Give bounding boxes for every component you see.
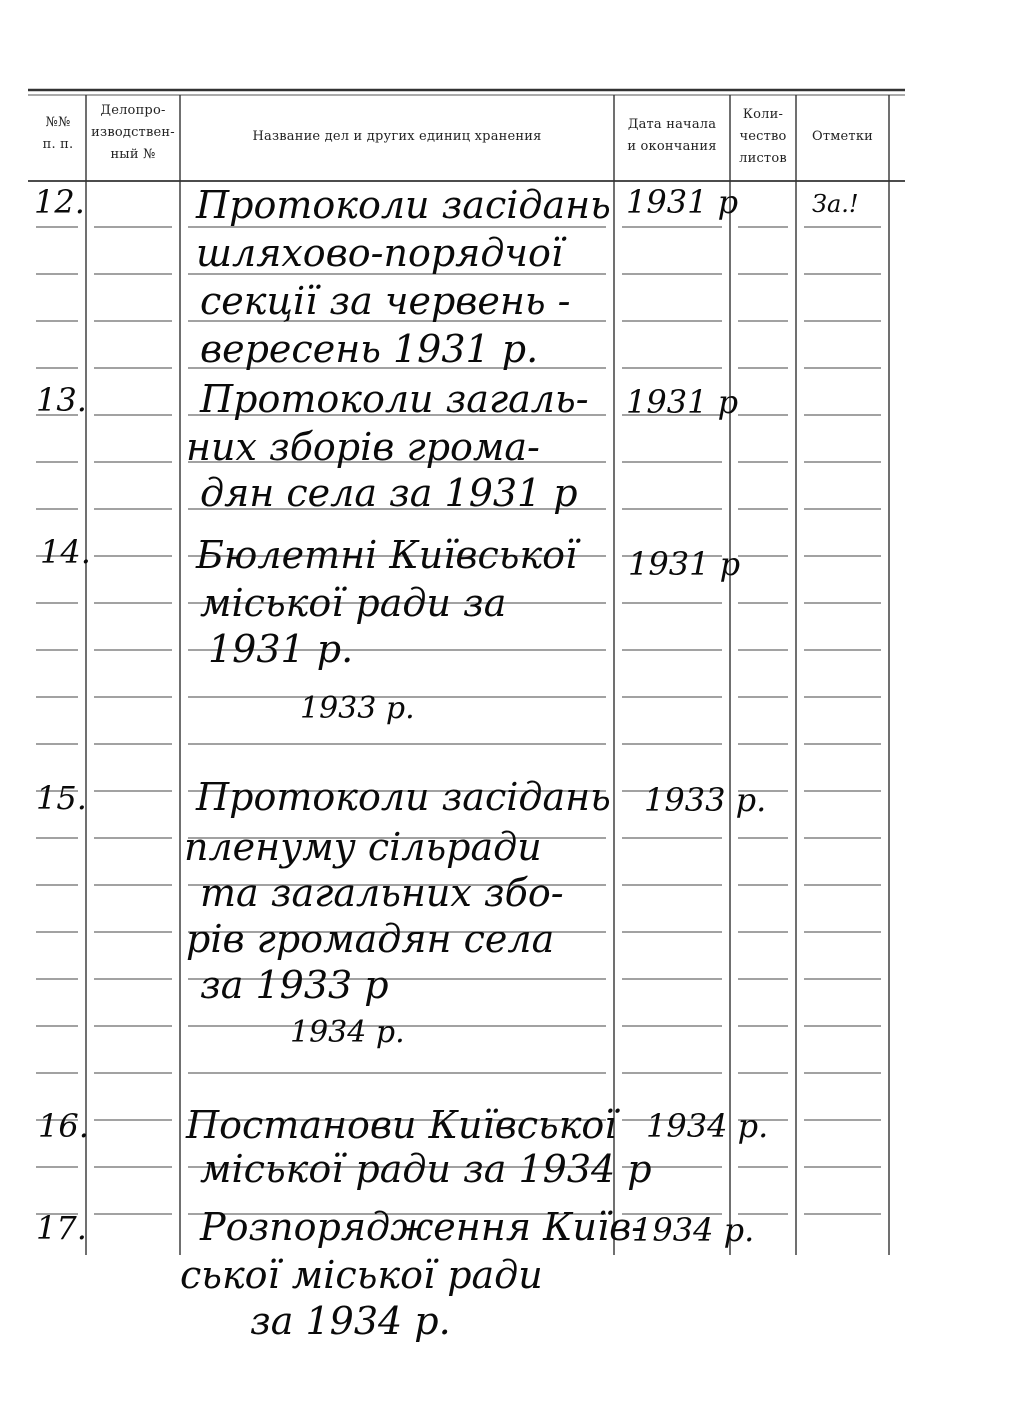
entry-date: 1933 р. xyxy=(644,781,767,819)
entry-number: 12. xyxy=(34,183,85,221)
entry-title-line: Постанови Київської xyxy=(186,1103,617,1147)
header-col-dates xyxy=(614,114,730,158)
entry-title-line: них зборів грома- xyxy=(186,425,540,469)
entry-date: 1934 р. xyxy=(646,1107,769,1145)
header-col-sheets-line: Коли- xyxy=(742,107,784,122)
header-col-office-line: изводствен- xyxy=(91,125,175,140)
entry-title-line: Розпорядження Київ- xyxy=(200,1205,645,1249)
header-col-title-text: Название дел и других единиц хранения xyxy=(252,129,542,144)
entry-title-line: 1931 р. xyxy=(208,627,354,671)
header-col-sheets-line: листов xyxy=(739,151,787,166)
entry-title-line: секції за червень - xyxy=(200,279,571,323)
header-col-office-line: ный № xyxy=(110,147,156,162)
entry-title-line: ської міської ради xyxy=(180,1253,543,1297)
entry-title-line: Протоколи засідань xyxy=(196,775,611,819)
header-col-sheets xyxy=(730,104,796,170)
entry-number: 15. xyxy=(36,779,87,817)
entry-number: 13. xyxy=(36,381,87,419)
entry-title-line: та загальних збо- xyxy=(200,871,564,915)
entry-note: За.! xyxy=(812,190,859,218)
header-col-office-line: Делопро- xyxy=(100,103,166,118)
entry-title-line: шляхово-порядчої xyxy=(196,231,564,275)
entry-number: 16. xyxy=(38,1107,89,1145)
entry-title-line: Протоколи загаль- xyxy=(200,377,589,421)
entry-date: 1931 р xyxy=(626,183,739,221)
header-col-notes xyxy=(796,126,889,148)
entry-number: 14. xyxy=(40,533,91,571)
header-col-sheets-line: чество xyxy=(739,129,787,144)
entry-date: 1934 р. xyxy=(632,1211,755,1249)
entry-title-line: за 1933 р xyxy=(200,963,389,1007)
entry-number: 17. xyxy=(36,1209,87,1247)
entry-title-line: за 1934 р. xyxy=(250,1299,451,1343)
entry-date: 1931 р xyxy=(626,383,739,421)
header-col-number-line: п. п. xyxy=(42,137,74,152)
entry-title-line: Бюлетні Київської xyxy=(196,533,578,577)
header-col-office-number xyxy=(86,100,180,166)
entry-title-line: рів громадян села xyxy=(186,917,555,961)
header-col-number-line: №№ xyxy=(45,115,71,130)
header-col-dates-line: Дата начала xyxy=(627,117,717,132)
entry-title-line: пленуму сільради xyxy=(184,825,542,869)
entry-title-line: вересень 1931 р. xyxy=(200,327,539,371)
entry-date: 1931 р xyxy=(628,545,741,583)
year-marker: 1934 р. xyxy=(290,1015,405,1050)
entry-title-line: дян села за 1931 р xyxy=(200,471,578,515)
entry-title-line: міської ради за 1934 р xyxy=(200,1147,652,1191)
entry-title-line: Протоколи засідань xyxy=(196,183,611,227)
entry-title-line: міської ради за xyxy=(200,581,507,625)
header-col-dates-line: и окончания xyxy=(627,139,717,154)
header-col-notes-text: Отметки xyxy=(811,129,874,144)
header-col-title xyxy=(180,126,614,148)
header-col-number xyxy=(30,112,86,156)
year-marker: 1933 р. xyxy=(300,691,415,726)
